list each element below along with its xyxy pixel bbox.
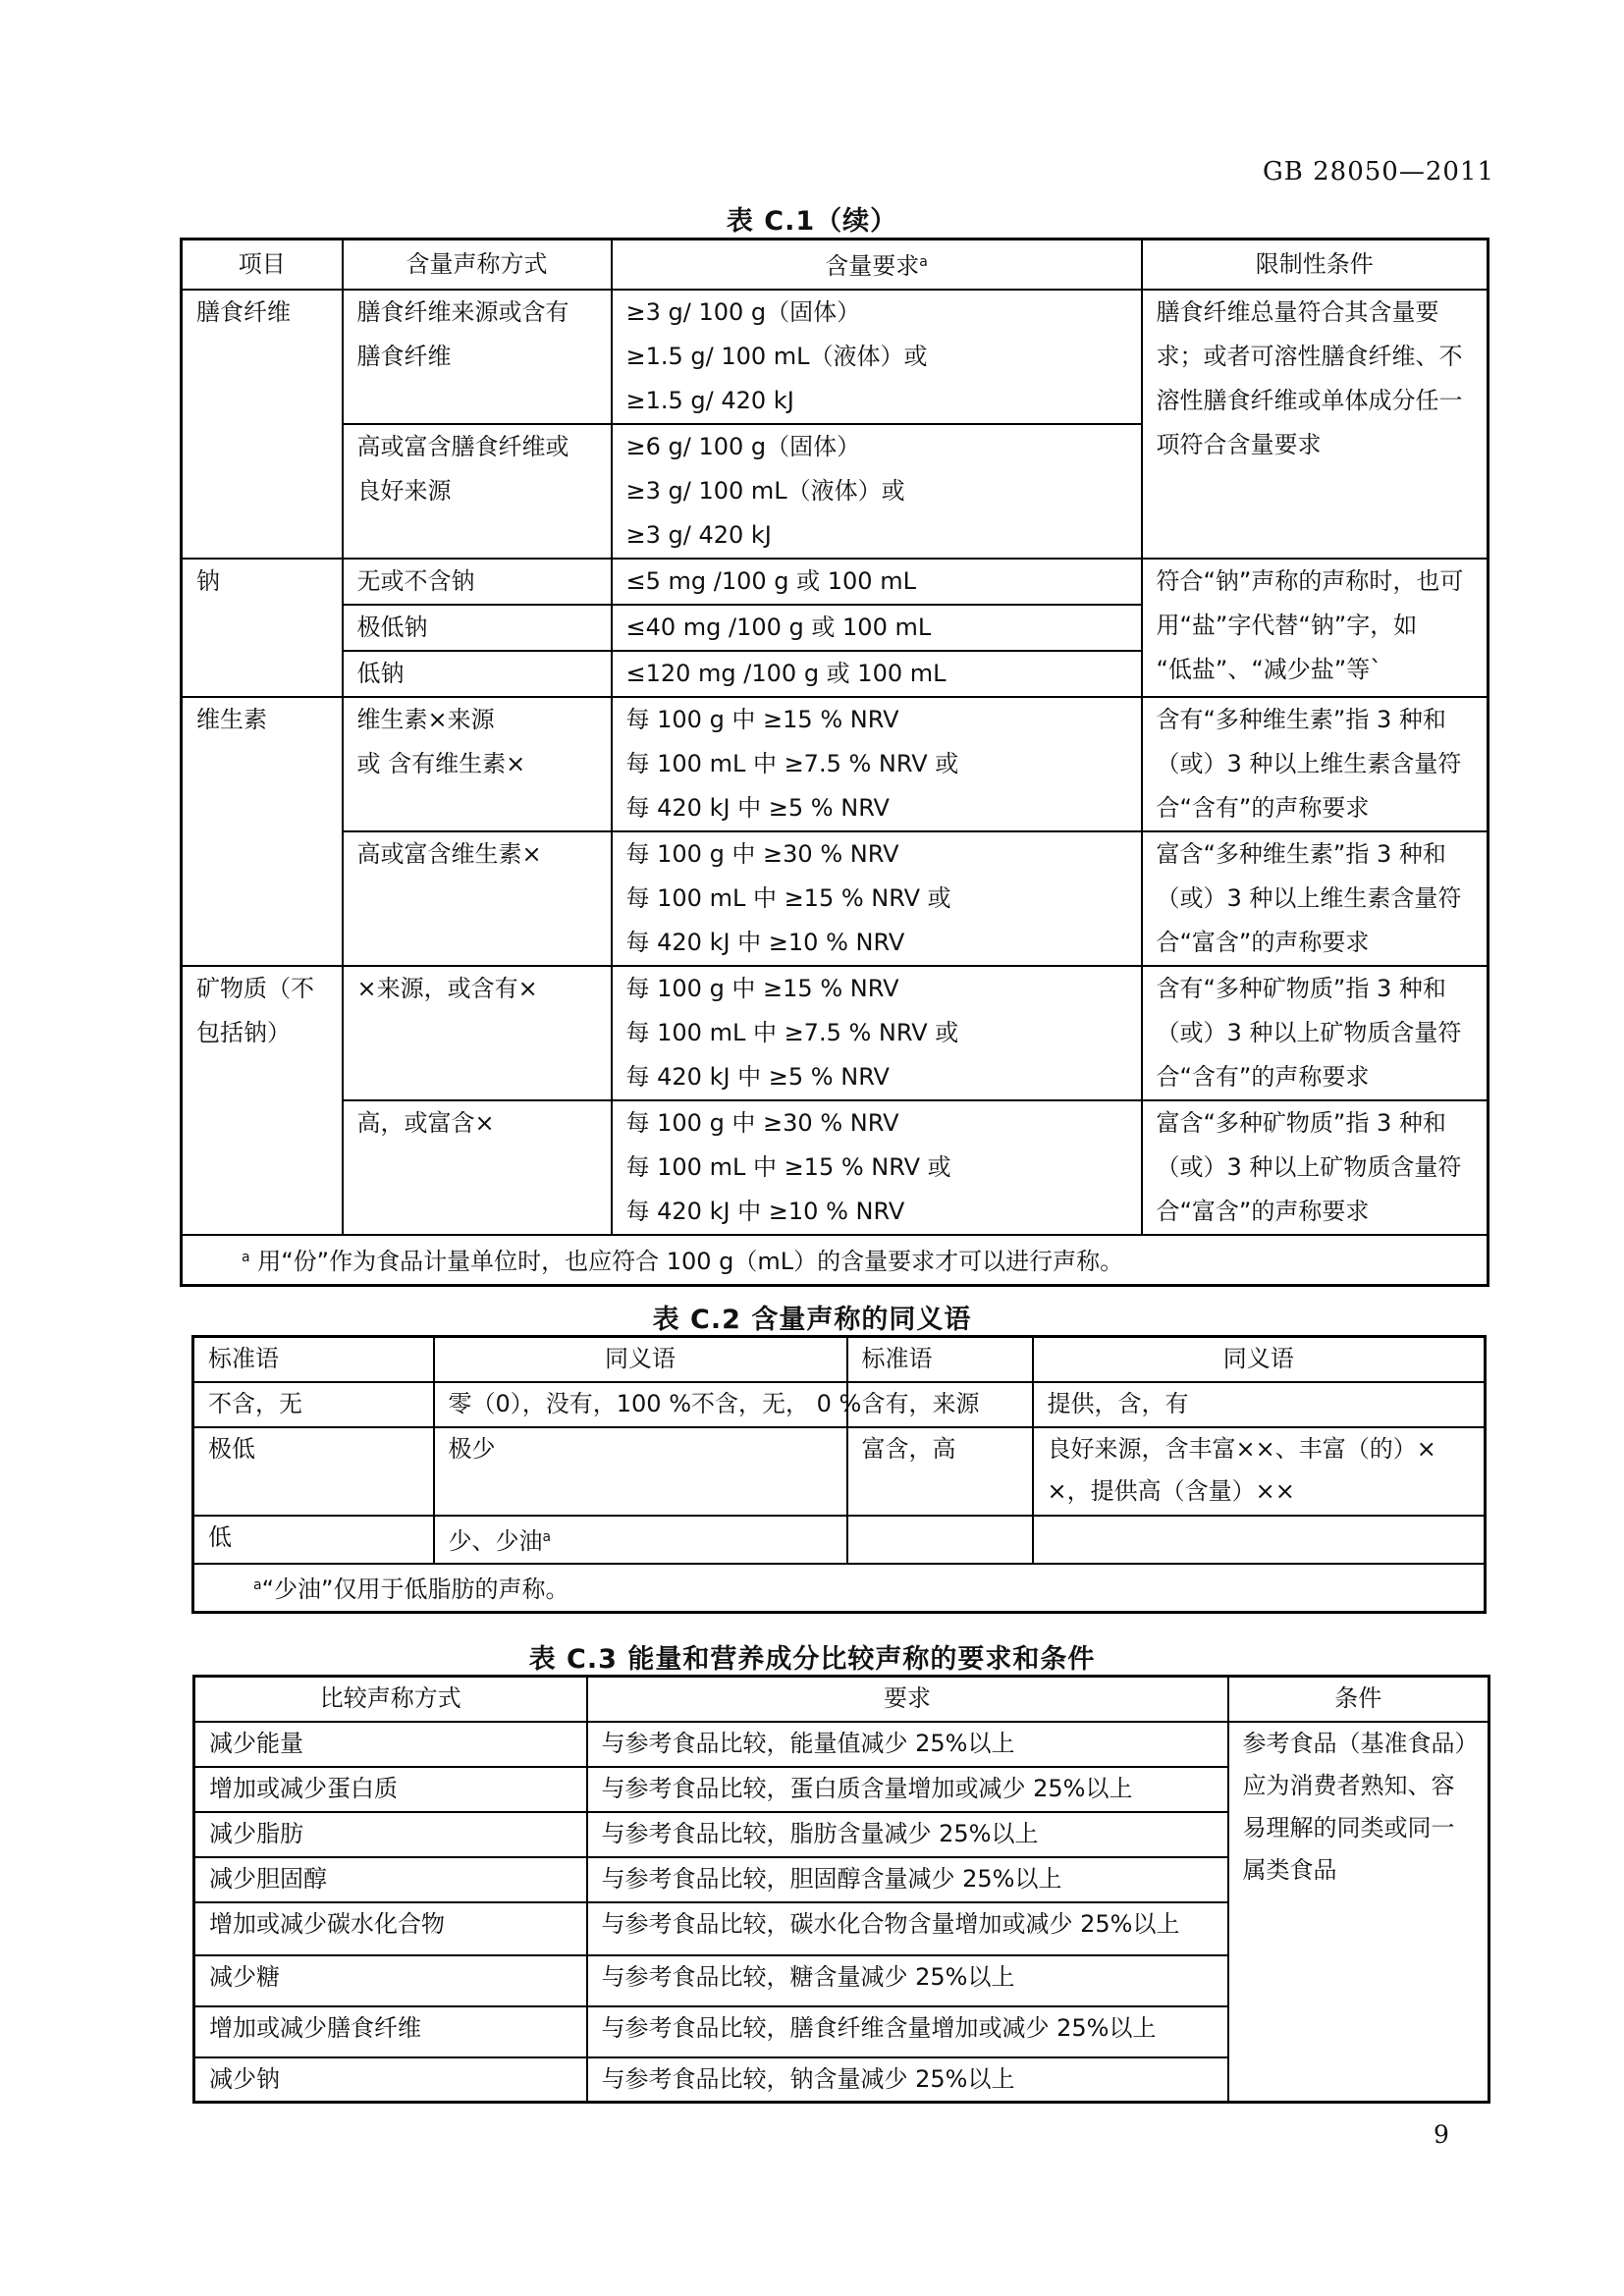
item-fiber: 膳食纤维 <box>182 290 343 559</box>
synonym-cell: 零（0），没有，100 %不含，无， 0 % <box>434 1382 847 1427</box>
header-standard-term: 标准语 <box>193 1337 434 1382</box>
comparison-method-cell: 减少糖 <box>194 1955 587 2006</box>
comparison-method-cell: 减少脂肪 <box>194 1812 587 1857</box>
header-condition: 条件 <box>1228 1677 1489 1722</box>
claim-cell: 高或富含维生素× <box>343 831 612 966</box>
synonym-cell: 少、少油$^a$ <box>434 1516 847 1564</box>
table-row <box>182 966 1489 1100</box>
header-requirement: 要求 <box>587 1677 1228 1722</box>
comparison-method-cell: 减少钠 <box>194 2057 587 2103</box>
table-row <box>182 1100 1489 1235</box>
synonym-cell: 极少 <box>434 1427 847 1516</box>
table-c2-footnote: $^a$“少油”仅用于低脂肪的声称。 <box>193 1564 1486 1613</box>
standard-term-cell: 低 <box>193 1516 434 1564</box>
claim-cell: 高或富含膳食纤维或 良好来源 <box>343 424 612 559</box>
table-header-row <box>193 1337 1486 1382</box>
claim-cell: ×来源，或含有× <box>343 966 612 1100</box>
header-item: 项目 <box>182 240 343 291</box>
item-sodium: 钠 <box>182 559 343 697</box>
synonym-cell: 良好来源，含丰富××、丰富（的）× ×，提供高（含量）×× <box>1033 1427 1486 1516</box>
table-c3-caption: 表 C.3 能量和营养成分比较声称的要求和条件 <box>528 1644 1096 1675</box>
condition-cell: 富含“多种维生素”指 3 种和 （或）3 种以上维生素含量符 合“富含”的声称要求 <box>1142 831 1489 966</box>
claim-cell: 维生素×来源 或 含有维生素× <box>343 697 612 831</box>
standard-term-cell: 极低 <box>193 1427 434 1516</box>
header-synonym: 同义语 <box>434 1337 847 1382</box>
table-header-row <box>182 240 1489 291</box>
claim-cell: 低钠 <box>343 651 612 697</box>
table-row <box>193 1516 1486 1564</box>
table-c1-footnote: $^a$ 用“份”作为食品计量单位时，也应符合 100 g（mL）的含量要求才可以进行声称。 <box>182 1235 1489 1286</box>
header-standard-term: 标准语 <box>847 1337 1033 1382</box>
claim-cell: 高，或富含× <box>343 1100 612 1235</box>
requirement-cell: ≤40 mg /100 g 或 100 mL <box>612 605 1142 651</box>
synonym-cell: 提供，含，有 <box>1033 1382 1486 1427</box>
requirement-cell: 每 100 g 中 ≥15 % NRV 每 100 mL 中 ≥7.5 % NRV 或 每 420 kJ 中 ≥5 % NRV <box>612 697 1142 831</box>
requirement-cell: 与参考食品比较，蛋白质含量增加或减少 25%以上 <box>587 1767 1228 1812</box>
claim-cell: 膳食纤维来源或含有 膳食纤维 <box>343 290 612 424</box>
table-row <box>182 697 1489 831</box>
requirement-cell: 与参考食品比较，糖含量减少 25%以上 <box>587 1955 1228 2006</box>
requirement-cell: 每 100 g 中 ≥15 % NRV 每 100 mL 中 ≥7.5 % NRV 或 每 420 kJ 中 ≥5 % NRV <box>612 966 1142 1100</box>
claim-cell: 极低钠 <box>343 605 612 651</box>
condition-cell: 含有“多种维生素”指 3 种和 （或）3 种以上维生素含量符 合“含有”的声称要求 <box>1142 697 1489 831</box>
header-synonym: 同义语 <box>1033 1337 1486 1382</box>
requirement-cell: 与参考食品比较，胆固醇含量减少 25%以上 <box>587 1857 1228 1902</box>
requirement-cell: 与参考食品比较，碳水化合物含量增加或减少 25%以上 <box>587 1902 1228 1955</box>
table-row <box>182 290 1489 424</box>
requirement-cell: 与参考食品比较，钠含量减少 25%以上 <box>587 2057 1228 2103</box>
table-c1-caption: 表 C.1（续） <box>726 206 898 237</box>
condition-cell: 含有“多种矿物质”指 3 种和 （或）3 种以上矿物质含量符 合“含有”的声称要求 <box>1142 966 1489 1100</box>
requirement-cell: ≤5 mg /100 g 或 100 mL <box>612 559 1142 605</box>
comparison-method-cell: 增加或减少膳食纤维 <box>194 2006 587 2057</box>
item-mineral: 矿物质（不 包括钠） <box>182 966 343 1235</box>
table-row <box>182 831 1489 966</box>
table-row <box>193 1427 1486 1516</box>
standard-term-cell: 含有，来源 <box>847 1382 1033 1427</box>
header-content-requirement: 含量要求$^a$ <box>612 240 1142 291</box>
table-c2-caption: 表 C.2 含量声称的同义语 <box>652 1305 972 1335</box>
header-comparison-method: 比较声称方式 <box>194 1677 587 1722</box>
table-row <box>194 1722 1489 1767</box>
requirement-cell: 与参考食品比较，脂肪含量减少 25%以上 <box>587 1812 1228 1857</box>
condition-cell: 参考食品（基准食品） 应为消费者熟知、容 易理解的同类或同一 属类食品 <box>1228 1722 1489 2103</box>
standard-term-cell: 富含，高 <box>847 1427 1033 1516</box>
requirement-cell: 每 100 g 中 ≥30 % NRV 每 100 mL 中 ≥15 % NRV 或 每 420 kJ 中 ≥10 % NRV <box>612 1100 1142 1235</box>
header-restriction: 限制性条件 <box>1142 240 1489 291</box>
table-row <box>182 559 1489 605</box>
synonym-cell <box>1033 1516 1486 1564</box>
standard-term-cell: 不含，无 <box>193 1382 434 1427</box>
condition-cell: 符合“钠”声称的声称时，也可 用“盐”字代替“钠”字，如 “低盐”、“减少盐”等` <box>1142 559 1489 697</box>
table-c1 <box>180 238 1489 1287</box>
comparison-method-cell: 减少能量 <box>194 1722 587 1767</box>
table-footnote-row <box>193 1564 1486 1613</box>
requirement-cell: 与参考食品比较，能量值减少 25%以上 <box>587 1722 1228 1767</box>
table-row <box>193 1382 1486 1427</box>
table-c3 <box>192 1675 1490 2104</box>
condition-cell: 富含“多种矿物质”指 3 种和 （或）3 种以上矿物质含量符 合“富含”的声称要求 <box>1142 1100 1489 1235</box>
requirement-cell: ≥6 g/ 100 g（固体） ≥3 g/ 100 mL（液体）或 ≥3 g/ 420 kJ <box>612 424 1142 559</box>
requirement-cell: 每 100 g 中 ≥30 % NRV 每 100 mL 中 ≥15 % NRV 或 每 420 kJ 中 ≥10 % NRV <box>612 831 1142 966</box>
page-number: 9 <box>1434 2120 1449 2149</box>
standard-code: GB 28050—2011 <box>1263 157 1495 187</box>
table-footnote-row <box>182 1235 1489 1286</box>
item-vitamin: 维生素 <box>182 697 343 966</box>
comparison-method-cell: 增加或减少蛋白质 <box>194 1767 587 1812</box>
requirement-cell: ≤120 mg /100 g 或 100 mL <box>612 651 1142 697</box>
requirement-cell: ≥3 g/ 100 g（固体） ≥1.5 g/ 100 mL（液体）或 ≥1.5 g/ 420 kJ <box>612 290 1142 424</box>
requirement-cell: 与参考食品比较，膳食纤维含量增加或减少 25%以上 <box>587 2006 1228 2057</box>
table-header-row <box>194 1677 1489 1722</box>
standard-term-cell <box>847 1516 1033 1564</box>
table-c2 <box>191 1335 1487 1614</box>
condition-cell: 膳食纤维总量符合其含量要 求；或者可溶性膳食纤维、不 溶性膳食纤维或单体成分任一 项符合含量要求 <box>1142 290 1489 559</box>
claim-cell: 无或不含钠 <box>343 559 612 605</box>
comparison-method-cell: 减少胆固醇 <box>194 1857 587 1902</box>
header-claim-method: 含量声称方式 <box>343 240 612 291</box>
comparison-method-cell: 增加或减少碳水化合物 <box>194 1902 587 1955</box>
